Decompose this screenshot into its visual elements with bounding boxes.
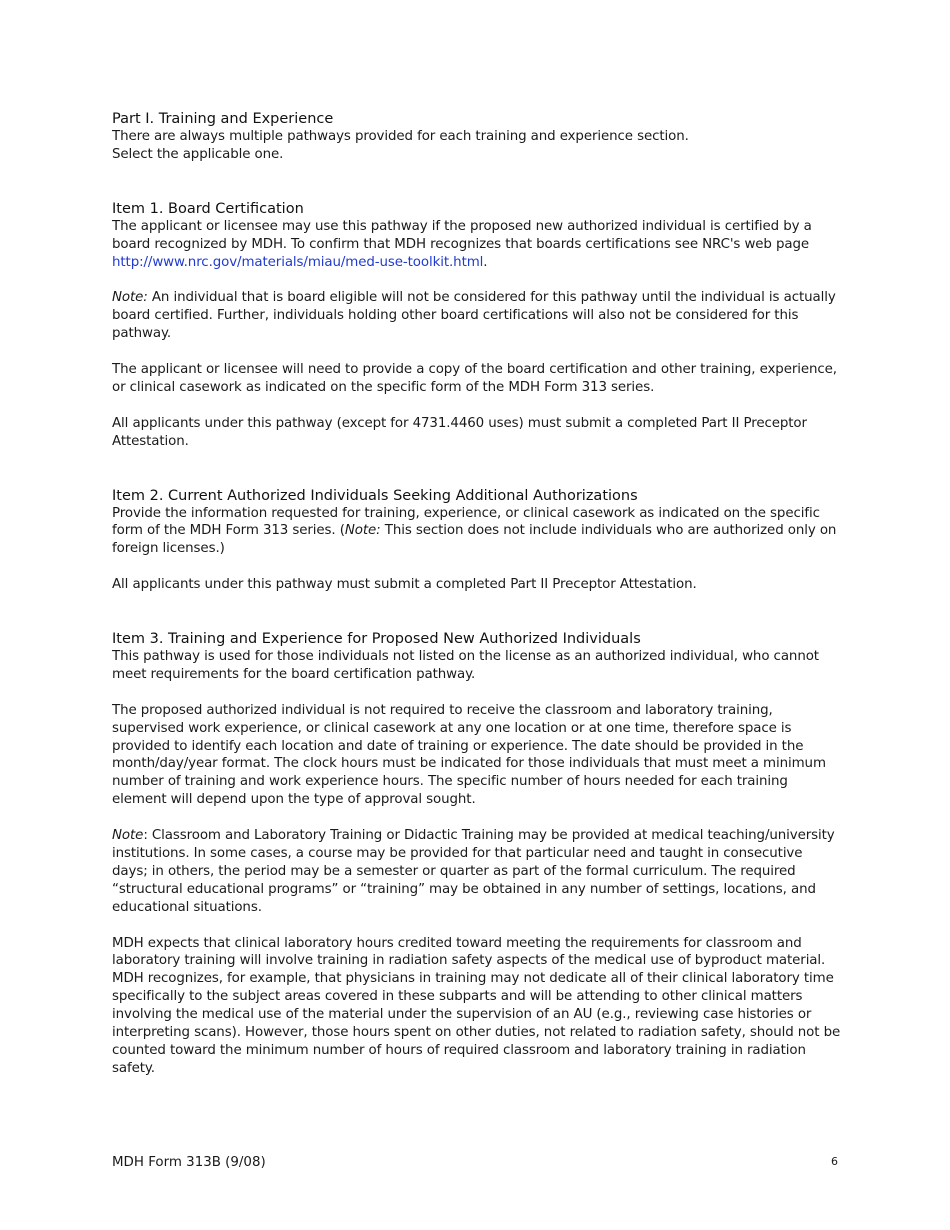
item1-paragraph-4: All applicants under this pathway (except for 4731.4460 uses) must submit a completed Part II Preceptor Attestation. (112, 415, 807, 449)
note-label: Note: (112, 290, 148, 306)
item2-paragraph-1: Provide the information requested for training, experience, or clinical casework as indicated on the specific form of the MDH Form 313 series. (Note: This section does not include individuals who are authorized only on foreign licenses.) (112, 505, 837, 557)
item3-paragraph-4: MDH expects that clinical laboratory hours credited toward meeting the requirements for classroom and laboratory training will involve training in radiation safety aspects of the medical use of byproduct material. MDH recognizes, for example, that physicians in training may not dedicate all of their clinical laboratory time specifically to the subject areas covered in these subparts and will be attending to other clinical matters involving the medical use of the material under the supervision of an AU (e.g., reviewing case histories or interpreting scans). However, those hours spent on other duties, not related to radiation safety, should not be counted toward the minimum number of hours of required classroom and laboratory training in radiation safety. (112, 935, 841, 1076)
document-body (112, 110, 842, 1078)
part1-line2: Select the applicable one. (112, 146, 284, 162)
item2-title: Item 2. Current Authorized Individuals Seeking Additional Authorizations (112, 487, 638, 504)
note-label: Note: (344, 523, 381, 539)
nrc-toolkit-link[interactable]: http://www.nrc.gov/materials/miau/med-use-toolkit.html (112, 254, 484, 270)
page-number: 6 (831, 1155, 838, 1168)
item3-title: Item 3. Training and Experience for Proposed New Authorized Individuals (112, 631, 641, 648)
part1-line1: There are always multiple pathways provided for each training and experience section. (112, 129, 689, 144)
item2-paragraph-2: All applicants under this pathway must submit a completed Part II Preceptor Attestation. (112, 577, 697, 593)
item3-note: Note: Classroom and Laboratory Training or Didactic Training may be provided at medical teaching/university institutions. In some cases, a course may be provided for that particular need and taught in consecutive days; in others, the period may be a semester or quarter as part of the formal curriculum. The required “structural educational programs” or “training” may be obtained in any number of settings, locations, and educational situations. (112, 828, 835, 915)
item3-paragraph-2: The proposed authorized individual is not required to receive the classroom and laboratory training, supervised work experience, or clinical casework at any one location or at one time, therefore space is provided to identify each location and date of training or experience. The date should be provided in the month/day/year format. The clock hours must be indicated for those individuals that must meet a minimum number of training and work experience hours. The specific number of hours needed for each training element will depend upon the type of approval sought. (112, 702, 826, 808)
item3-paragraph-1: This pathway is used for those individuals not listed on the license as an authorized individual, who cannot meet requirements for the board certification pathway. (112, 649, 819, 682)
note-label: Note (112, 828, 144, 844)
item1-paragraph-1: The applicant or licensee may use this pathway if the proposed new authorized individual is certified by a board recognized by MDH. To confirm that MDH recognizes that boards certifications see NRC's web page http://www.nrc.gov/materials/miau/med-use-toolkit.html. (112, 218, 812, 270)
item1-note: Note: An individual that is board eligible will not be considered for this pathway until the individual is actually board certified. Further, individuals holding other board certifications will also not be considered for this pathway. (112, 290, 836, 342)
item1-title: Item 1. Board Certification (112, 200, 304, 217)
footer-form-id: MDH Form 313B (9/08) (112, 1155, 266, 1170)
part1-title: Part I. Training and Experience (112, 111, 334, 127)
item1-paragraph-3: The applicant or licensee will need to provide a copy of the board certification and other training, experience, or clinical casework as indicated on the specific form of the MDH Form 313 series. (112, 362, 837, 395)
